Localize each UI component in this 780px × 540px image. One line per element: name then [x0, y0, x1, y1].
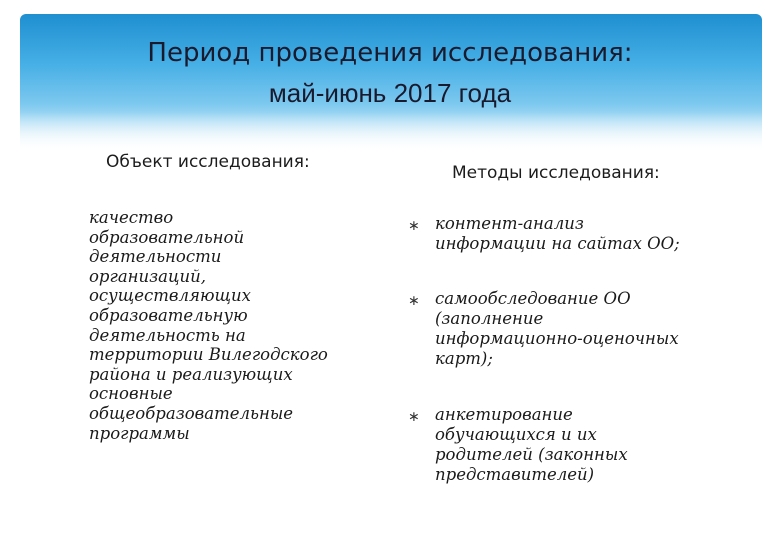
slide-title: Период проведения исследования:: [147, 38, 633, 68]
methods-heading: Методы исследования:: [452, 163, 660, 183]
method-item: [408, 214, 738, 254]
object-description: качество образовательной деятельности организаций, осуществляющих образовательную деятельность на территории Вилегодского района и реализующих основные общеобразовательные программы: [89, 208, 328, 443]
method-text: анкетирование обучающихся и их родителей (законных представителей): [435, 405, 628, 484]
asterisk-bullet-icon: ∗: [408, 293, 420, 309]
method-text: самообследование ОО (заполнение информационно-оценочных карт);: [435, 289, 679, 368]
method-text: контент-анализ информации на сайтах ОО;: [435, 214, 680, 253]
method-item: [408, 289, 738, 369]
asterisk-bullet-icon: ∗: [408, 218, 420, 234]
method-item: [408, 405, 738, 485]
object-heading: Объект исследования:: [106, 152, 310, 172]
asterisk-bullet-icon: ∗: [408, 409, 420, 425]
slide-subtitle: май-июнь 2017 года: [268, 78, 512, 108]
